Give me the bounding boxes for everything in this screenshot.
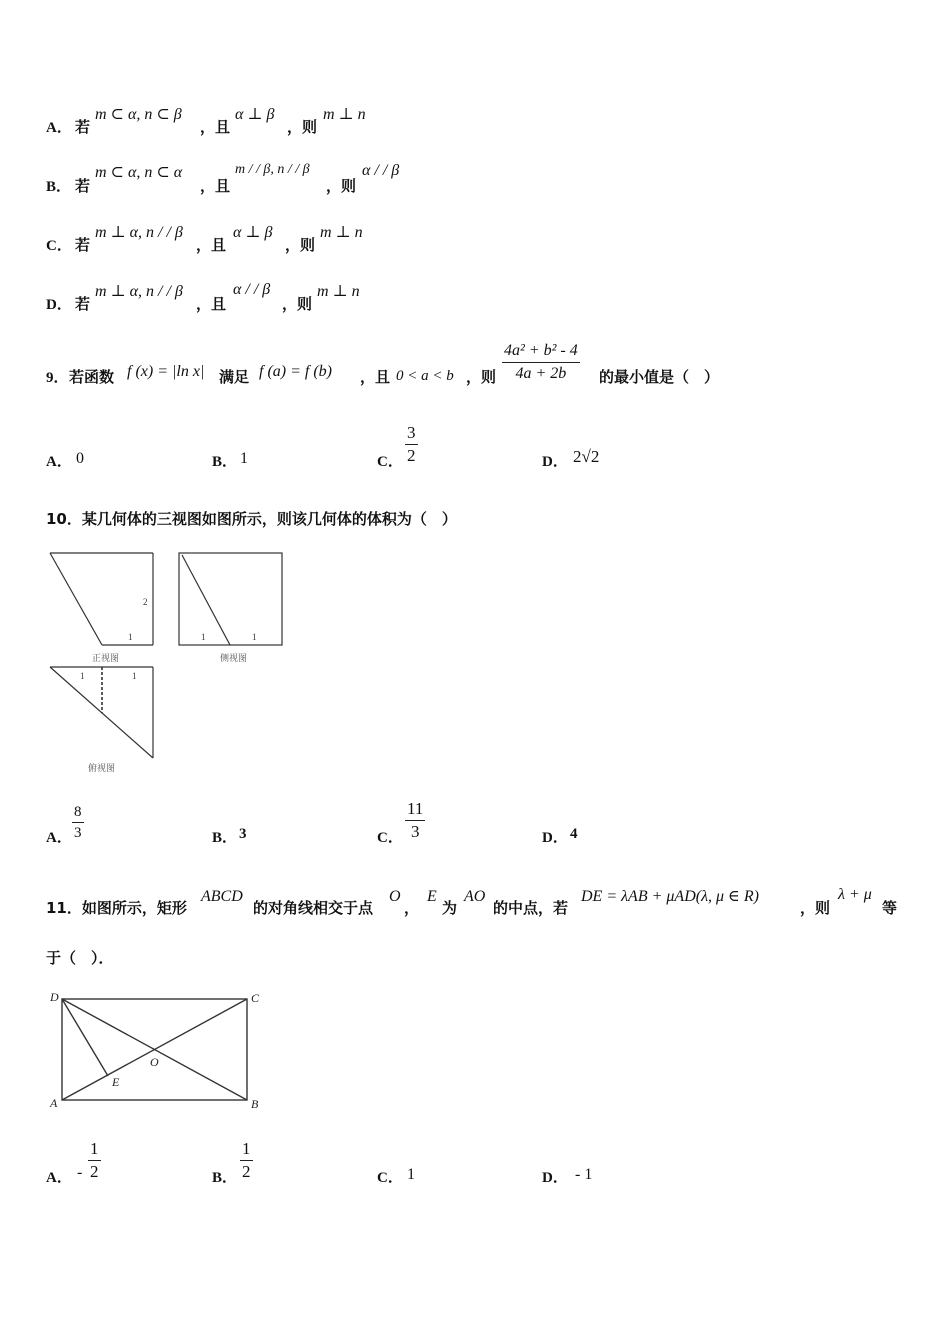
fraction-numerator: 11 (405, 798, 425, 821)
option-label: B． (212, 454, 238, 470)
math-expr: m ⊥ n (323, 106, 366, 123)
math-expr: E (427, 888, 437, 905)
question-text: 10．某几何体的三视图如图所示，则该几何体的体积为（ ） (46, 510, 457, 528)
fraction-numerator: 1 (240, 1138, 253, 1161)
option-value: 1 (240, 450, 248, 467)
math-expr: m ⊂ α, n ⊂ β (95, 106, 182, 123)
fraction-numerator: 1 (88, 1138, 101, 1161)
point-label-o: O (150, 1055, 159, 1069)
option-text: 若 (75, 295, 91, 313)
option-value: 2√2 (573, 447, 600, 466)
fraction-numerator: 4a² + b² - 4 (502, 340, 580, 363)
front-height-label: 2 (143, 597, 148, 607)
question-text: ，则 (466, 368, 497, 386)
option-label: B． (212, 830, 238, 846)
rectangle-lines (62, 999, 247, 1100)
fraction (502, 340, 580, 385)
option-value: 3 (239, 826, 247, 842)
math-expr: O (389, 888, 401, 905)
question-text: 的对角线相交于点 (253, 899, 374, 917)
math-expr: λ + μ (838, 886, 872, 903)
top-left-label: 1 (80, 671, 85, 681)
math-expr: m ⊥ n (317, 283, 360, 300)
math-expr: m ⊥ α, n / / β (95, 283, 183, 300)
fraction-denominator: 2 (90, 1162, 99, 1181)
option-label: D． (46, 297, 72, 313)
front-caption: 正视图 (92, 653, 120, 663)
option-text: ，则 (326, 177, 357, 195)
math-expr: m ⊂ α, n ⊂ α (95, 164, 183, 181)
option-label: A． (46, 1170, 72, 1186)
fraction (405, 798, 425, 843)
question-text: ， (404, 899, 420, 917)
option-text: ，且 (196, 295, 227, 313)
fraction-denominator: 3 (410, 822, 420, 841)
question-text: 为 (442, 899, 458, 917)
point-label-d: D (50, 990, 59, 1004)
question-number: 9． (46, 370, 69, 386)
fraction-denominator: 3 (74, 825, 82, 841)
fraction-denominator: 4a + 2b (515, 365, 567, 382)
question-text: 满足 (219, 368, 250, 386)
fraction (88, 1138, 101, 1183)
option-text: ，则 (287, 118, 318, 136)
option-text: 若 (75, 118, 91, 136)
math-expr: α / / β (362, 162, 400, 179)
side-view (179, 553, 282, 645)
question-text: 若函数 (69, 368, 115, 386)
fraction-denominator: 2 (407, 446, 416, 465)
top-right-label: 1 (132, 671, 137, 681)
math-expr: m ⊥ n (320, 224, 363, 241)
math-expr: α ⊥ β (233, 224, 273, 241)
option-label: C． (377, 830, 403, 846)
math-expr: f (x) = |ln x| (127, 363, 205, 380)
math-expr: m / / β, n / / β (235, 162, 310, 177)
math-expr: m ⊥ α, n / / β (95, 224, 183, 241)
front-base-label: 1 (128, 632, 133, 642)
option-label: B． (46, 179, 72, 195)
front-view (50, 553, 153, 645)
fraction-numerator: 8 (72, 802, 84, 823)
option-label: D． (542, 830, 568, 846)
question-text: 的中点，若 (493, 899, 569, 917)
option-sign: - (77, 1164, 83, 1181)
fraction (240, 1138, 253, 1183)
question-text: 等 (882, 899, 898, 917)
option-label: D． (542, 1170, 568, 1186)
top-caption: 俯视图 (88, 763, 116, 773)
option-label: C． (46, 238, 72, 254)
option-label: A． (46, 830, 72, 846)
question-text: 的最小值是（ ） (599, 368, 720, 386)
point-label-a: A (50, 1096, 58, 1110)
math-expr: ABCD (201, 888, 243, 905)
option-label: C． (377, 1170, 403, 1186)
option-text: ，且 (200, 177, 231, 195)
math-expr: f (a) = f (b) (259, 363, 332, 380)
option-text: 若 (75, 177, 91, 195)
option-label: B． (212, 1170, 238, 1186)
fraction-numerator: 3 (405, 422, 418, 445)
fraction (72, 802, 84, 843)
top-view (50, 667, 153, 758)
three-view-figure (40, 545, 300, 780)
option-label: C． (377, 454, 403, 470)
option-value: 4 (570, 826, 578, 842)
option-text: ，且 (196, 236, 227, 254)
rectangle-figure (40, 985, 275, 1115)
side-right-label: 1 (252, 632, 257, 642)
option-value: - 1 (575, 1166, 593, 1183)
side-left-label: 1 (201, 632, 206, 642)
point-label-b: B (251, 1097, 259, 1111)
math-expr: α ⊥ β (235, 106, 275, 123)
option-text: ，且 (200, 118, 231, 136)
point-label-c: C (251, 991, 260, 1005)
option-text: 若 (75, 236, 91, 254)
math-expr: 0 < a < b (396, 368, 454, 384)
point-label-e: E (112, 1075, 120, 1089)
question-text: 于（ ）． (46, 949, 114, 967)
option-text: ，则 (282, 295, 313, 313)
side-caption: 侧视图 (220, 653, 248, 663)
fraction-denominator: 2 (242, 1162, 251, 1181)
math-expr: AO (464, 888, 486, 905)
option-label: D． (542, 454, 568, 470)
question-text: ，且 (360, 368, 391, 386)
math-expr: α / / β (233, 281, 271, 298)
question-text: 11．如图所示，矩形 (46, 899, 187, 917)
option-text: ，则 (285, 236, 316, 254)
option-label: A． (46, 120, 72, 136)
option-label: A． (46, 454, 72, 470)
fraction (405, 422, 418, 467)
option-value: 1 (407, 1166, 415, 1183)
option-value: 0 (76, 450, 84, 467)
question-text: ，则 (800, 899, 831, 917)
math-expr: DE = λAB + μAD(λ, μ ∈ R) (581, 888, 759, 905)
